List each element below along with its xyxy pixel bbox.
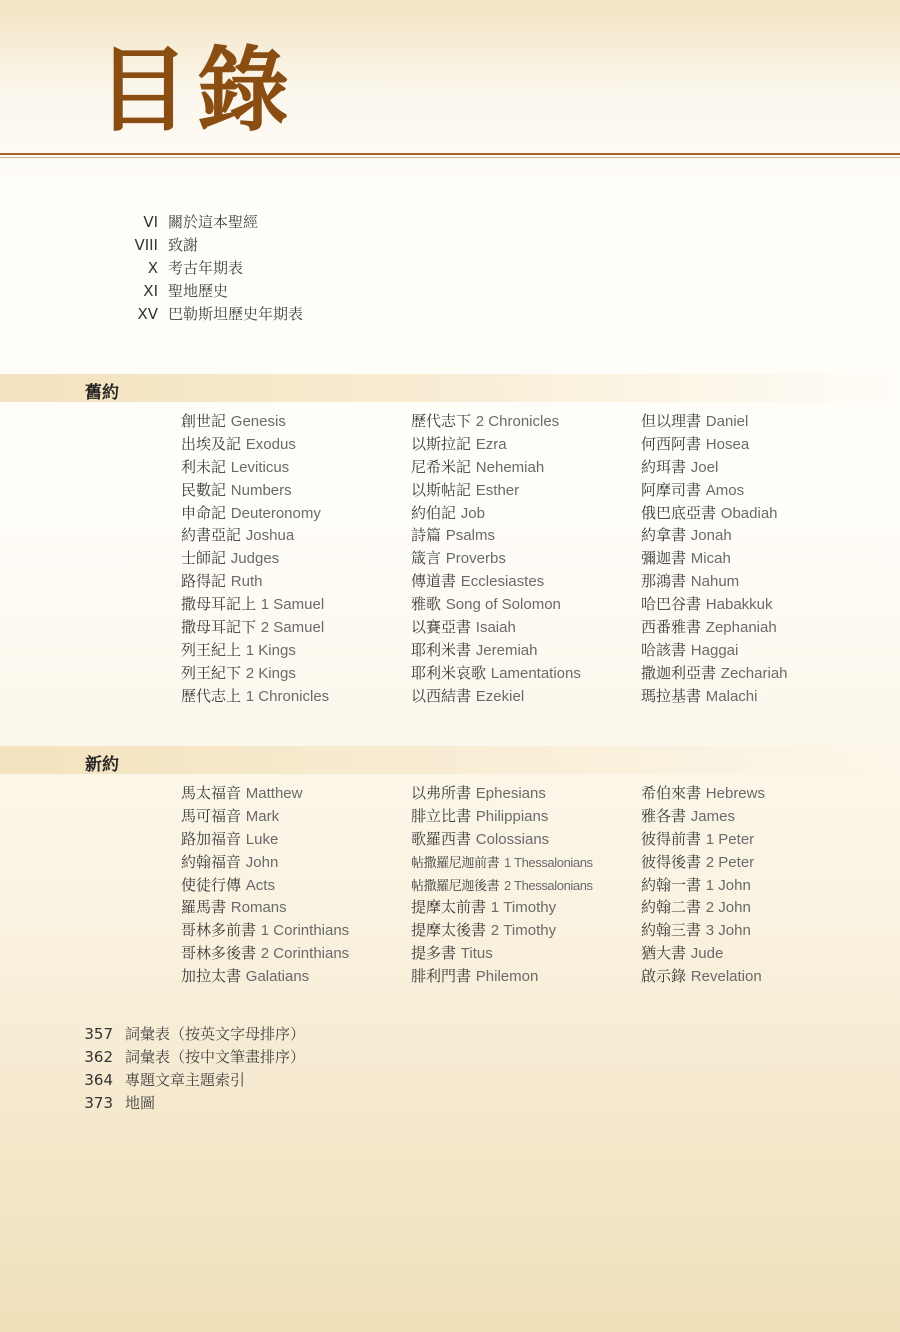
book-name-english: Hosea xyxy=(705,435,750,453)
book-name-chinese: 俄巴底亞書 xyxy=(641,503,717,522)
book-entry[interactable] xyxy=(181,874,411,897)
front-matter-entry[interactable] xyxy=(120,302,303,325)
book-name-chinese: 民數記 xyxy=(181,480,227,499)
book-name-chinese: 彼得前書 xyxy=(641,829,702,848)
book-name-chinese: 帖撒羅尼迦前書 xyxy=(411,855,500,871)
book-name-english: Ecclesiastes xyxy=(460,573,545,591)
book-name-chinese: 約翰三書 xyxy=(641,921,702,940)
back-matter-entry[interactable] xyxy=(76,1045,305,1068)
book-name-english: 2 Samuel xyxy=(260,619,325,637)
book-name-chinese: 出埃及記 xyxy=(181,434,242,453)
book-entry[interactable] xyxy=(181,828,411,851)
book-name-chinese: 耶利米哀歌 xyxy=(411,663,487,682)
book-entry[interactable] xyxy=(411,851,641,874)
back-matter-entry[interactable] xyxy=(76,1068,305,1091)
book-entry[interactable] xyxy=(181,805,411,828)
book-entry[interactable] xyxy=(181,410,411,433)
book-entry[interactable] xyxy=(411,570,641,593)
book-entry[interactable] xyxy=(641,570,871,593)
book-entry[interactable] xyxy=(411,639,641,662)
new-testament-column xyxy=(411,782,641,988)
book-name-english: Job xyxy=(460,504,485,522)
page-number: VIII xyxy=(134,235,158,254)
book-name-chinese: 瑪拉基書 xyxy=(641,686,702,705)
book-name-english: Philippians xyxy=(475,807,549,825)
book-name-chinese: 彌迦書 xyxy=(641,549,687,568)
book-name-english: John xyxy=(245,853,279,871)
book-name-chinese: 那鴻書 xyxy=(641,572,687,591)
book-name-chinese: 彼得後書 xyxy=(641,852,702,871)
entry-label: 關於這本聖經 xyxy=(168,213,259,231)
book-name-english: Luke xyxy=(245,830,279,848)
page-number: 364 xyxy=(84,1070,113,1089)
book-entry[interactable] xyxy=(181,639,411,662)
book-name-english: Nahum xyxy=(690,573,740,591)
old-testament-column xyxy=(641,410,871,708)
book-name-english: 2 Timothy xyxy=(490,922,557,940)
book-entry[interactable] xyxy=(181,456,411,479)
book-entry[interactable] xyxy=(181,942,411,965)
book-entry[interactable] xyxy=(411,410,641,433)
book-entry[interactable] xyxy=(181,502,411,525)
book-name-chinese: 路得記 xyxy=(181,572,227,591)
entry-label: 詞彙表（按英文字母排序） xyxy=(125,1025,306,1043)
page-number: XV xyxy=(137,304,158,323)
book-name-chinese: 西番雅書 xyxy=(641,618,702,637)
book-name-chinese: 約書亞記 xyxy=(181,526,242,545)
book-name-chinese: 約珥書 xyxy=(641,457,687,476)
book-name-english: Micah xyxy=(690,550,731,568)
book-name-english: 1 Kings xyxy=(245,641,296,659)
book-entry[interactable] xyxy=(181,662,411,685)
book-name-english: 1 Chronicles xyxy=(245,687,330,705)
book-name-chinese: 猶大書 xyxy=(641,944,687,963)
book-name-chinese: 約翰一書 xyxy=(641,875,702,894)
book-name-chinese: 腓立比書 xyxy=(411,806,472,825)
page-number: XI xyxy=(143,281,158,300)
book-name-english: 2 Kings xyxy=(245,664,296,682)
new-testament-column xyxy=(641,782,871,988)
book-entry[interactable] xyxy=(641,874,871,897)
book-name-english: Matthew xyxy=(245,785,303,802)
book-entry[interactable] xyxy=(181,685,411,708)
book-entry[interactable] xyxy=(181,919,411,942)
page-number: 373 xyxy=(84,1093,113,1112)
book-name-chinese: 提摩太前書 xyxy=(411,898,487,917)
book-name-english: 2 John xyxy=(705,899,751,917)
book-entry[interactable] xyxy=(411,782,641,805)
book-name-chinese: 以斯拉記 xyxy=(411,434,472,453)
page-number: 357 xyxy=(84,1024,113,1043)
book-name-english: Galatians xyxy=(245,968,310,986)
entry-label: 考古年期表 xyxy=(168,259,244,277)
book-name-english: Lamentations xyxy=(490,664,581,682)
book-entry[interactable] xyxy=(411,919,641,942)
book-entry[interactable] xyxy=(411,616,641,639)
entry-label: 巴勒斯坦歷史年期表 xyxy=(168,305,304,323)
book-name-english: Habakkuk xyxy=(705,596,773,614)
book-entry[interactable] xyxy=(181,547,411,570)
book-name-chinese: 約翰福音 xyxy=(181,852,242,871)
book-name-english: Exodus xyxy=(245,435,296,453)
book-name-chinese: 希伯來書 xyxy=(641,784,702,802)
book-name-chinese: 約翰二書 xyxy=(641,898,702,917)
page-number: VI xyxy=(143,212,158,231)
book-entry[interactable] xyxy=(411,593,641,616)
book-name-chinese: 歷代志下 xyxy=(411,412,472,430)
book-entry[interactable] xyxy=(411,524,641,547)
book-entry[interactable] xyxy=(181,524,411,547)
book-name-chinese: 哥林多前書 xyxy=(181,921,257,940)
book-name-english: Malachi xyxy=(705,687,758,705)
book-name-chinese: 路加福音 xyxy=(181,829,242,848)
book-entry[interactable] xyxy=(641,616,871,639)
new-testament-column xyxy=(181,782,411,988)
book-entry[interactable] xyxy=(411,828,641,851)
book-entry[interactable] xyxy=(641,547,871,570)
book-entry[interactable] xyxy=(641,828,871,851)
book-name-english: Zephaniah xyxy=(705,619,777,637)
book-name-chinese: 馬可福音 xyxy=(181,806,242,825)
book-entry[interactable] xyxy=(181,616,411,639)
book-entry[interactable] xyxy=(181,433,411,456)
book-name-chinese: 士師記 xyxy=(181,549,227,568)
book-name-chinese: 阿摩司書 xyxy=(641,480,702,499)
book-name-chinese: 使徒行傳 xyxy=(181,875,242,894)
book-entry[interactable] xyxy=(641,593,871,616)
book-entry[interactable] xyxy=(641,502,871,525)
book-name-english: Acts xyxy=(245,876,275,894)
title-divider-thin xyxy=(0,157,900,158)
book-name-chinese: 提多書 xyxy=(411,944,457,963)
book-name-chinese: 哈巴谷書 xyxy=(641,595,702,614)
book-name-english: 1 Timothy xyxy=(490,899,557,917)
book-name-chinese: 撒母耳記下 xyxy=(181,618,257,637)
book-name-english: Daniel xyxy=(705,413,749,430)
book-name-chinese: 馬太福音 xyxy=(181,784,242,802)
book-entry[interactable] xyxy=(641,479,871,502)
old-testament-band xyxy=(0,374,900,402)
book-name-chinese: 約拿書 xyxy=(641,526,687,545)
book-name-chinese: 哥林多後書 xyxy=(181,944,257,963)
entry-label: 詞彙表（按中文筆畫排序） xyxy=(125,1048,306,1066)
book-entry[interactable] xyxy=(411,662,641,685)
book-name-english: James xyxy=(690,807,735,825)
book-name-english: Proverbs xyxy=(445,550,506,568)
old-testament-column xyxy=(411,410,641,708)
book-name-english: Colossians xyxy=(475,830,550,848)
book-entry[interactable] xyxy=(181,896,411,919)
book-name-english: Jude xyxy=(690,945,724,963)
book-name-chinese: 詩篇 xyxy=(411,526,442,545)
old-testament-column xyxy=(181,410,411,708)
book-name-english: 2 Peter xyxy=(705,853,755,871)
back-matter-entry[interactable] xyxy=(76,1091,305,1114)
book-name-chinese: 傳道書 xyxy=(411,572,457,591)
book-name-chinese: 利未記 xyxy=(181,457,227,476)
book-name-english: 1 Samuel xyxy=(260,596,325,614)
entry-label: 聖地歷史 xyxy=(168,282,229,300)
book-name-chinese: 以西結書 xyxy=(411,686,472,705)
book-name-english: Ephesians xyxy=(475,785,546,802)
book-name-chinese: 啟示錄 xyxy=(641,967,687,986)
book-name-english: Joshua xyxy=(245,527,295,545)
book-name-english: Ezra xyxy=(475,435,507,453)
book-entry[interactable] xyxy=(641,524,871,547)
book-name-chinese: 歌羅西書 xyxy=(411,829,472,848)
book-entry[interactable] xyxy=(641,896,871,919)
book-name-english: Titus xyxy=(460,945,493,963)
book-name-english: Romans xyxy=(230,899,287,917)
book-name-english: 1 Peter xyxy=(705,830,755,848)
book-entry[interactable] xyxy=(641,919,871,942)
book-entry[interactable] xyxy=(641,433,871,456)
book-name-english: Hebrews xyxy=(705,785,765,802)
book-name-english: Mark xyxy=(245,807,280,825)
book-entry[interactable] xyxy=(641,942,871,965)
back-matter-list xyxy=(76,1022,305,1114)
book-name-english: 2 Thessalonians xyxy=(503,877,593,893)
book-name-english: Revelation xyxy=(690,968,762,986)
old-testament-books xyxy=(181,410,871,708)
book-name-english: Philemon xyxy=(475,968,539,986)
front-matter-entry[interactable] xyxy=(120,210,303,233)
book-name-chinese: 列王紀上 xyxy=(181,640,242,659)
page-number: X xyxy=(147,258,158,277)
book-name-chinese: 申命記 xyxy=(181,503,227,522)
book-entry[interactable] xyxy=(181,782,411,805)
title-divider xyxy=(0,153,900,155)
entry-label: 地圖 xyxy=(125,1094,156,1112)
book-name-english: Jeremiah xyxy=(475,641,538,659)
entry-label: 專題文章主題索引 xyxy=(125,1071,246,1089)
book-entry[interactable] xyxy=(641,782,871,805)
book-name-chinese: 撒迦利亞書 xyxy=(641,663,717,682)
new-testament-books xyxy=(181,782,871,988)
book-name-chinese: 何西阿書 xyxy=(641,434,702,453)
book-entry[interactable] xyxy=(411,874,641,897)
book-name-english: Deuteronomy xyxy=(230,504,321,522)
page-number: 362 xyxy=(84,1047,113,1066)
book-entry[interactable] xyxy=(411,965,641,988)
front-matter-list xyxy=(120,210,303,325)
book-name-english: Isaiah xyxy=(475,619,516,637)
book-name-english: 1 Thessalonians xyxy=(503,854,593,870)
book-name-english: Ruth xyxy=(230,573,263,591)
book-name-english: Esther xyxy=(475,481,520,499)
book-name-english: Nehemiah xyxy=(475,458,545,476)
front-matter-entry[interactable] xyxy=(120,233,303,256)
book-name-chinese: 約伯記 xyxy=(411,503,457,522)
book-entry[interactable] xyxy=(411,502,641,525)
page-title: 目錄 xyxy=(97,37,298,144)
book-name-english: Obadiah xyxy=(720,504,778,522)
book-entry[interactable] xyxy=(411,942,641,965)
book-name-english: Judges xyxy=(230,550,280,568)
book-entry[interactable] xyxy=(641,410,871,433)
book-name-chinese: 哈該書 xyxy=(641,640,687,659)
book-name-english: Song of Solomon xyxy=(445,596,561,614)
book-name-chinese: 但以理書 xyxy=(641,412,702,430)
book-entry[interactable] xyxy=(181,965,411,988)
entry-label: 致謝 xyxy=(168,236,199,254)
book-name-chinese: 以賽亞書 xyxy=(411,618,472,637)
book-name-english: Numbers xyxy=(230,481,292,499)
book-name-english: Leviticus xyxy=(230,458,290,476)
front-matter-entry[interactable] xyxy=(120,256,303,279)
book-entry[interactable] xyxy=(411,479,641,502)
book-name-chinese: 腓利門書 xyxy=(411,967,472,986)
book-entry[interactable] xyxy=(411,547,641,570)
book-name-english: Joel xyxy=(690,458,719,476)
book-name-chinese: 雅各書 xyxy=(641,806,687,825)
book-name-chinese: 創世記 xyxy=(181,412,227,430)
book-name-english: 2 Corinthians xyxy=(260,945,350,963)
book-entry[interactable] xyxy=(641,662,871,685)
book-name-chinese: 以斯帖記 xyxy=(411,480,472,499)
back-matter-entry[interactable] xyxy=(76,1022,305,1045)
book-entry[interactable] xyxy=(181,570,411,593)
front-matter-entry[interactable] xyxy=(120,279,303,302)
new-testament-band xyxy=(0,746,900,774)
book-entry[interactable] xyxy=(411,433,641,456)
book-name-chinese: 羅馬書 xyxy=(181,898,227,917)
new-testament-heading: 新約 xyxy=(85,755,119,775)
book-name-chinese: 帖撒羅尼迦後書 xyxy=(411,878,500,894)
book-entry[interactable] xyxy=(641,456,871,479)
book-name-chinese: 尼希米記 xyxy=(411,457,472,476)
book-name-chinese: 耶利米書 xyxy=(411,640,472,659)
book-name-chinese: 箴言 xyxy=(411,549,442,568)
book-name-chinese: 撒母耳記上 xyxy=(181,595,257,614)
book-name-english: 3 John xyxy=(705,922,751,940)
book-name-english: Psalms xyxy=(445,527,495,545)
old-testament-heading: 舊約 xyxy=(85,383,119,403)
book-entry[interactable] xyxy=(411,805,641,828)
book-name-english: Jonah xyxy=(690,527,732,545)
book-name-chinese: 以弗所書 xyxy=(411,784,472,802)
book-entry[interactable] xyxy=(641,685,871,708)
book-entry[interactable] xyxy=(411,456,641,479)
book-name-english: 1 John xyxy=(705,876,751,894)
book-entry[interactable] xyxy=(181,593,411,616)
book-entry[interactable] xyxy=(641,805,871,828)
book-name-english: Genesis xyxy=(230,413,286,430)
book-name-english: Zechariah xyxy=(720,664,788,682)
book-name-chinese: 提摩太後書 xyxy=(411,921,487,940)
book-name-english: Haggai xyxy=(690,641,739,659)
book-entry[interactable] xyxy=(641,851,871,874)
book-name-english: Amos xyxy=(705,481,745,499)
book-name-english: Ezekiel xyxy=(475,687,525,705)
book-entry[interactable] xyxy=(181,851,411,874)
book-name-english: 2 Chronicles xyxy=(475,413,560,430)
book-entry[interactable] xyxy=(411,896,641,919)
book-entry[interactable] xyxy=(641,639,871,662)
book-name-chinese: 雅歌 xyxy=(411,595,442,614)
book-name-chinese: 加拉太書 xyxy=(181,967,242,986)
book-entry[interactable] xyxy=(411,685,641,708)
book-entry[interactable] xyxy=(181,479,411,502)
book-entry[interactable] xyxy=(641,965,871,988)
book-name-chinese: 列王紀下 xyxy=(181,663,242,682)
book-name-chinese: 歷代志上 xyxy=(181,686,242,705)
book-name-english: 1 Corinthians xyxy=(260,922,350,940)
